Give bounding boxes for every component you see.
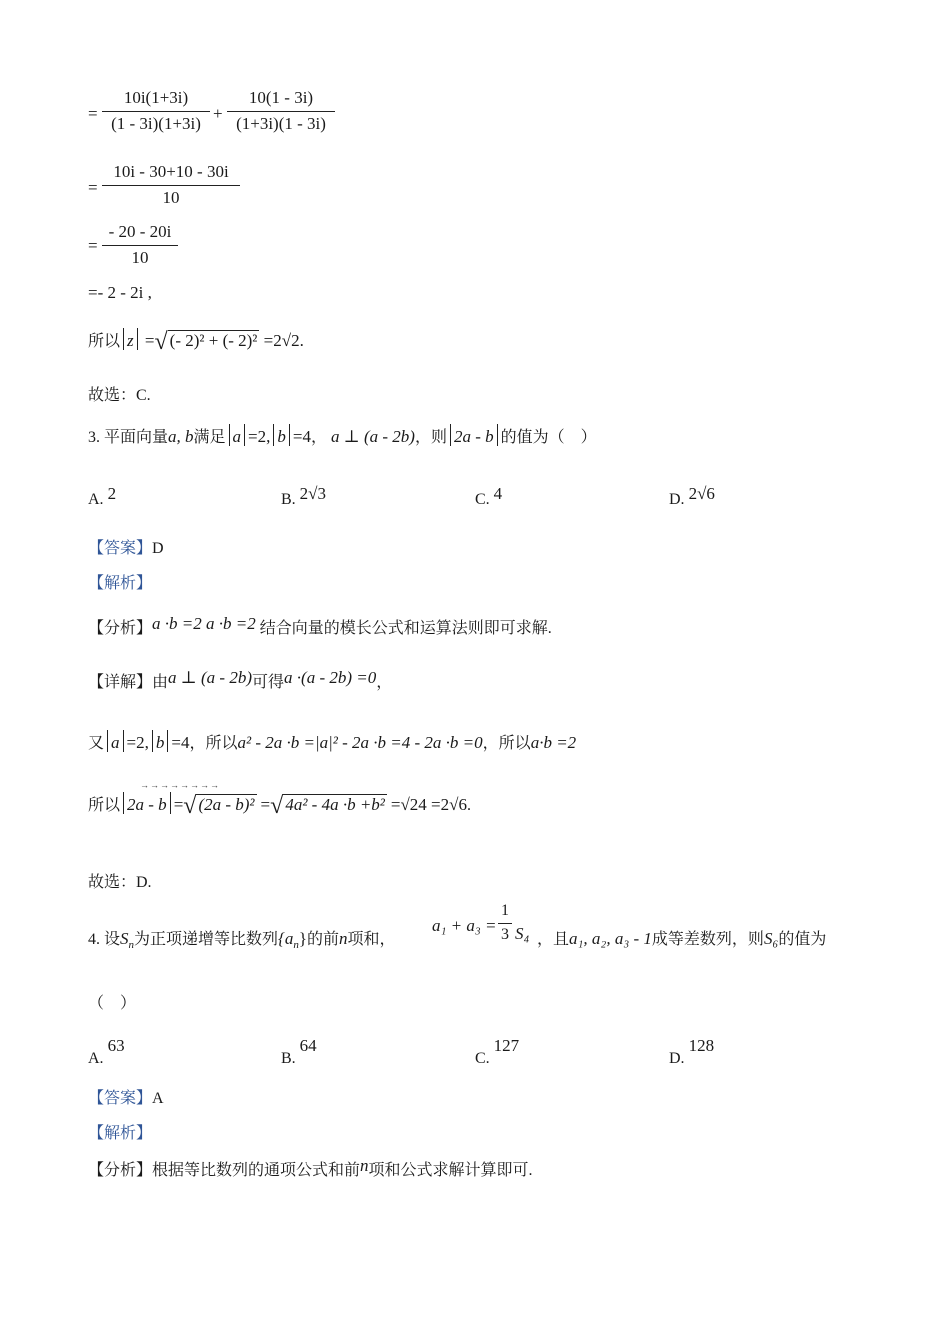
modulus-result: =2√2: [263, 331, 300, 350]
q4-stem-cont: [537, 926, 826, 949]
q4-stem: [88, 926, 396, 951]
q3-stem-d: 的值为（ ）: [500, 429, 597, 446]
vector-arrows-decoration: →→→→→→→→: [140, 780, 220, 790]
line3-suoyi: 所以: [88, 797, 121, 814]
q3-target: 2a - b: [453, 427, 494, 446]
modulus-radicand: (- 2)² + (- 2)²: [169, 331, 258, 350]
fenxi-tag: 【分析】: [88, 620, 153, 637]
q3-option-d[interactable]: D. 2√6: [669, 484, 715, 508]
choose-d: 故选：D.: [88, 874, 152, 891]
line3-sqrt1: (2a - b)²: [198, 795, 255, 814]
modulus-z: z: [127, 331, 134, 350]
detail-perp: a ⊥ (a - 2b): [168, 668, 253, 687]
detail-dot: a ·(a - 2b) =0: [284, 668, 377, 687]
fenxi-n: n: [360, 1156, 369, 1175]
q3-stem-c: ，则: [414, 429, 447, 446]
line2-expr: a² - 2a ·b =|a|² - 2a ·b =4 - 2a ·b =0: [237, 733, 483, 752]
line3-sqrt2: 4a² - 4a ·b +b²: [285, 795, 385, 814]
line3-res: =√24 =2√6: [390, 795, 467, 814]
fraction-denominator: 10: [162, 188, 180, 207]
line2-res: a·b =2: [530, 733, 577, 752]
q4-stem-g: 的值为: [778, 931, 827, 948]
line2-b: b: [155, 733, 165, 752]
answer-value: A: [152, 1090, 164, 1107]
q3-cond1: a: [232, 427, 242, 446]
fenxi-b: 项和公式求解计算即可.: [368, 1162, 533, 1179]
answer-value: D: [152, 540, 164, 557]
q3-analysis-tag: 【解析】: [88, 575, 153, 592]
fraction-numerator: 10i - 30+10 - 30i: [113, 162, 229, 181]
q3-option-a[interactable]: A. 2: [88, 484, 117, 508]
line2-suoyi: ，所以: [189, 735, 238, 752]
modulus-end: .: [299, 331, 304, 350]
q4-cond-s: S₄: [515, 924, 530, 943]
q4-option-b[interactable]: B. 64: [281, 1036, 317, 1067]
choose-c: 故选：C.: [88, 387, 151, 404]
fraction: [227, 88, 335, 134]
q4-stem-e: ，且: [537, 931, 570, 948]
line2-a: a: [111, 733, 120, 752]
line2-you: 又: [88, 735, 105, 752]
fenxi-tag: 【分析】: [88, 1162, 153, 1179]
q3-vars: a, b: [168, 427, 194, 446]
fenxi-text: 结合向量的模长公式和运算法则即可求解.: [259, 620, 552, 637]
q4-seq-sub: n: [293, 939, 299, 951]
detail-kede: 可得: [252, 674, 285, 691]
fraction-numerator: 1: [501, 902, 509, 919]
q3-option-c[interactable]: C. 4: [475, 484, 503, 508]
q3-option-b[interactable]: B. 2√3: [281, 484, 327, 508]
q3-comma: ，: [310, 429, 327, 446]
plus-sign: +: [213, 104, 223, 123]
q3-detail-line2: [88, 730, 576, 753]
q4-cond-fraction: [498, 902, 512, 944]
line3-abs: 2a - b: [127, 795, 167, 814]
q4-stem-b: 为正项递增等比数列: [134, 931, 279, 948]
q4-stem-c: 的前: [307, 931, 340, 948]
line3-eq2: =: [260, 795, 271, 814]
q3-stem: [88, 424, 597, 447]
equals-sign: =: [88, 104, 98, 123]
fraction-numerator: 10(1 - 3i): [248, 88, 314, 107]
equals-sign: =: [88, 178, 98, 197]
q4-cond-lhs: a₁ + a₃ =: [432, 916, 497, 935]
line2-a-val: =2,: [126, 733, 149, 752]
fenxi-a: 根据等比数列的通项公式和前: [152, 1162, 361, 1179]
q4-terms: a₁, a₂, a₃ - 1: [569, 929, 652, 948]
fraction: [102, 88, 210, 134]
q4-answer: [88, 1085, 164, 1108]
answer-tag: 【答案】: [88, 1090, 153, 1107]
calc-step4: =- 2 - 2i ,: [88, 283, 152, 302]
fraction-numerator: - 20 - 20i: [108, 222, 172, 241]
fraction-numerator: 10i(1+3i): [123, 88, 189, 107]
q4-sn: S: [120, 929, 129, 948]
q4-option-d[interactable]: D. 128: [669, 1036, 715, 1067]
q3-stem-a: 3. 平面向量: [88, 429, 169, 446]
q4-stem-d: 项和，: [347, 931, 396, 948]
q4-n: n: [339, 929, 348, 948]
q4-stem-f: 成等差数列，则: [651, 931, 764, 948]
detail-tag: 【详解】: [88, 674, 153, 691]
q3-detail-line1: [88, 668, 392, 692]
fraction: [102, 162, 240, 208]
q3-cond1-val: =2,: [248, 427, 271, 446]
modulus-line: 所以 z =√ (- 2)² + (- 2)² =2√2.: [88, 329, 304, 355]
fraction-denominator: 3: [501, 926, 509, 943]
q3-detail-line3: 所以 2a - b =√ (2a - b)² =√ 4a² - 4a ·b +b² =√24 =2√6.: [88, 793, 471, 819]
q4-analysis-tag: 【解析】: [88, 1125, 153, 1142]
q3-stem-b: 满足: [193, 429, 226, 446]
q4-fenxi: [88, 1156, 533, 1180]
line2-suoyi2: ，所以: [482, 735, 531, 752]
fenxi-math: a ·b =2 a ·b =2: [152, 614, 256, 633]
line3-end: .: [466, 797, 471, 814]
modulus-prefix: 所以: [88, 333, 121, 350]
line2-b-val: =4: [171, 733, 190, 752]
q4-stem-a: 4. 设: [88, 931, 121, 948]
q4-paren: （ ）: [88, 995, 137, 1012]
fraction: [102, 222, 178, 268]
fraction-denominator: (1+3i)(1 - 3i): [236, 114, 326, 133]
q3-answer: [88, 535, 164, 558]
answer-tag: 【答案】: [88, 540, 153, 557]
q3-cond2: b: [277, 427, 286, 446]
fraction-denominator: 10: [131, 248, 149, 267]
q4-option-a[interactable]: A. 63: [88, 1036, 125, 1067]
detail-you: 由: [152, 674, 169, 691]
q3-fenxi: [88, 614, 552, 638]
q4-sn-sub: n: [128, 939, 135, 951]
line3-eq: =: [173, 795, 184, 814]
fraction-denominator: (1 - 3i)(1+3i): [111, 114, 201, 133]
equals-sign: =: [88, 236, 98, 255]
q3-perp: a ⊥ (a - 2b): [330, 427, 415, 446]
q4-seq-close: }: [298, 929, 308, 948]
q4-option-c[interactable]: C. 127: [475, 1036, 520, 1067]
q4-s6: S₆: [763, 929, 779, 948]
detail-comma: ，: [376, 674, 393, 691]
q4-seq: {a: [278, 929, 294, 948]
q3-cond2-val: =4: [292, 427, 311, 446]
